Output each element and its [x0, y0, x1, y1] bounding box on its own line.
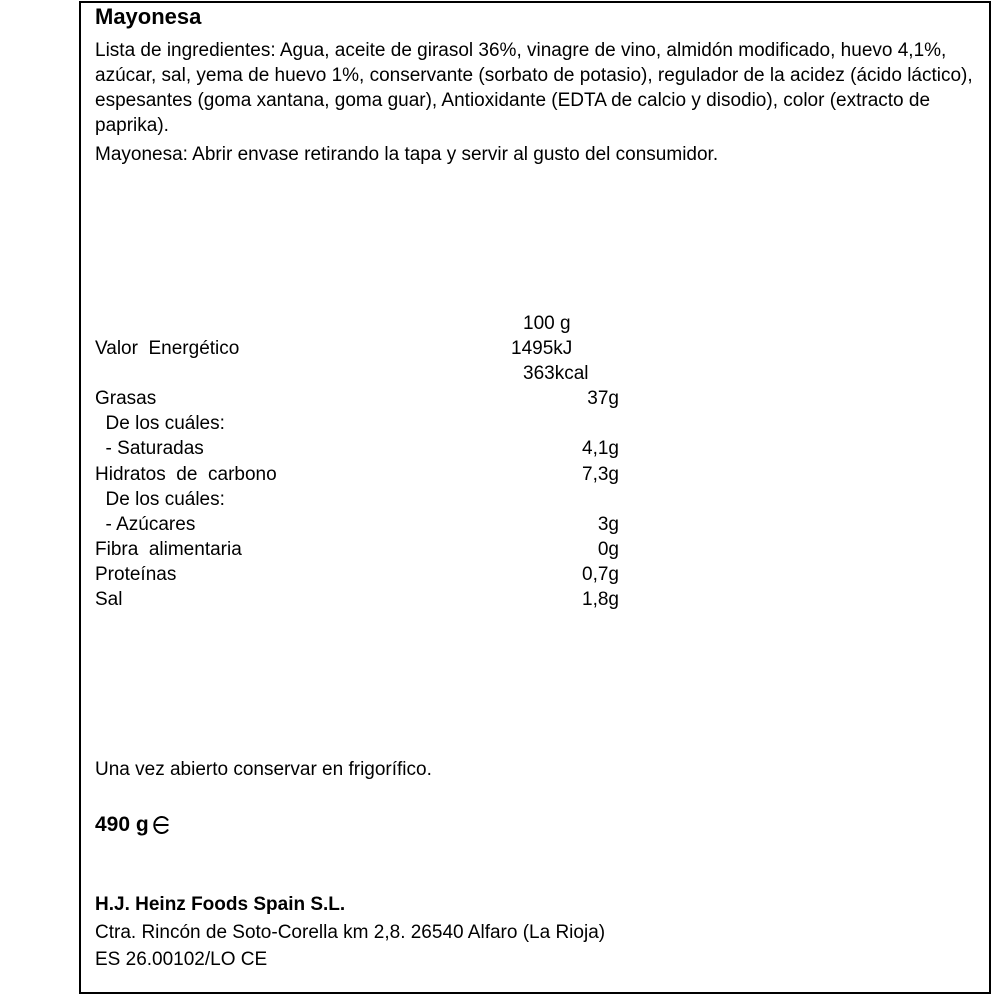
nutrient-label: Hidratos de carbono [95, 463, 277, 485]
nutrient-value: 0,7g [582, 563, 619, 585]
nutrient-value: 7,3g [582, 463, 619, 485]
nutrition-row-saturadas [95, 436, 619, 461]
nutrient-label: Sal [95, 589, 123, 611]
nutrient-label: Grasas [95, 388, 157, 410]
nutrient-value: 37g [587, 388, 619, 410]
nutrition-header-row [95, 311, 615, 336]
nutrition-row-sal [95, 587, 619, 612]
nutrient-label: - Saturadas [95, 438, 204, 460]
nutrient-label: Fibra alimentaria [95, 538, 242, 560]
estimated-sign-icon [151, 814, 171, 836]
registry-code: ES 26.00102/LO CE [95, 949, 268, 970]
nutrition-row-fibra [95, 537, 619, 562]
nutrition-table [95, 311, 619, 612]
nutrient-value: 3g [597, 513, 619, 535]
storage-instructions: Una vez abierto conservar en frigorífico. [95, 759, 432, 780]
nutrient-label: De los cuáles: [95, 488, 225, 510]
net-weight-value: 490 g [95, 813, 149, 836]
nutrient-value: 1,8g [582, 589, 619, 611]
nutrition-row-de-los-cuales [95, 411, 615, 436]
net-weight [95, 812, 171, 838]
nutrient-label: - Azúcares [95, 513, 196, 535]
manufacturer-address: Ctra. Rincón de Soto-Corella km 2,8. 26540 Alfaro (La Rioja) [95, 922, 606, 943]
nutrient-value: 4,1g [582, 438, 619, 460]
energy-label: Valor Energético [95, 338, 240, 360]
manufacturer-name: H.J. Heinz Foods Spain S.L. [95, 894, 346, 915]
nutrition-row-hidratos [95, 462, 619, 487]
ingredients-list: Lista de ingredientes: Agua, aceite de girasol 36%, vinagre de vino, almidón modificado, huevo 4,1%, azúcar, sal, yema de huevo 1%, conservante (sorbato de potasio), regulador de la acidez (ácido láctico), espesantes (goma xantana, goma guar), Antioxidante (EDTA de calcio y disodio), color (extracto de paprika). [95, 40, 973, 136]
nutrition-energy-kcal-row [95, 361, 615, 386]
nutrition-column-header: 100 g [523, 313, 571, 334]
product-title: Mayonesa [95, 4, 202, 29]
usage-instructions: Mayonesa: Abrir envase retirando la tapa y servir al gusto del consumidor. [95, 144, 719, 165]
nutrient-label: De los cuáles: [95, 413, 225, 435]
nutrition-row-proteinas [95, 562, 619, 587]
nutrient-label: Proteínas [95, 563, 177, 585]
nutrition-energy-row [95, 336, 615, 361]
nutrient-value: 0g [597, 538, 619, 560]
nutrition-row-de-los-cuales-2 [95, 487, 615, 512]
energy-kcal-value: 363kcal [523, 363, 589, 385]
nutrition-row-grasas [95, 386, 619, 411]
energy-kj-value: 1495kJ [511, 338, 573, 360]
nutrition-row-azucares [95, 512, 619, 537]
